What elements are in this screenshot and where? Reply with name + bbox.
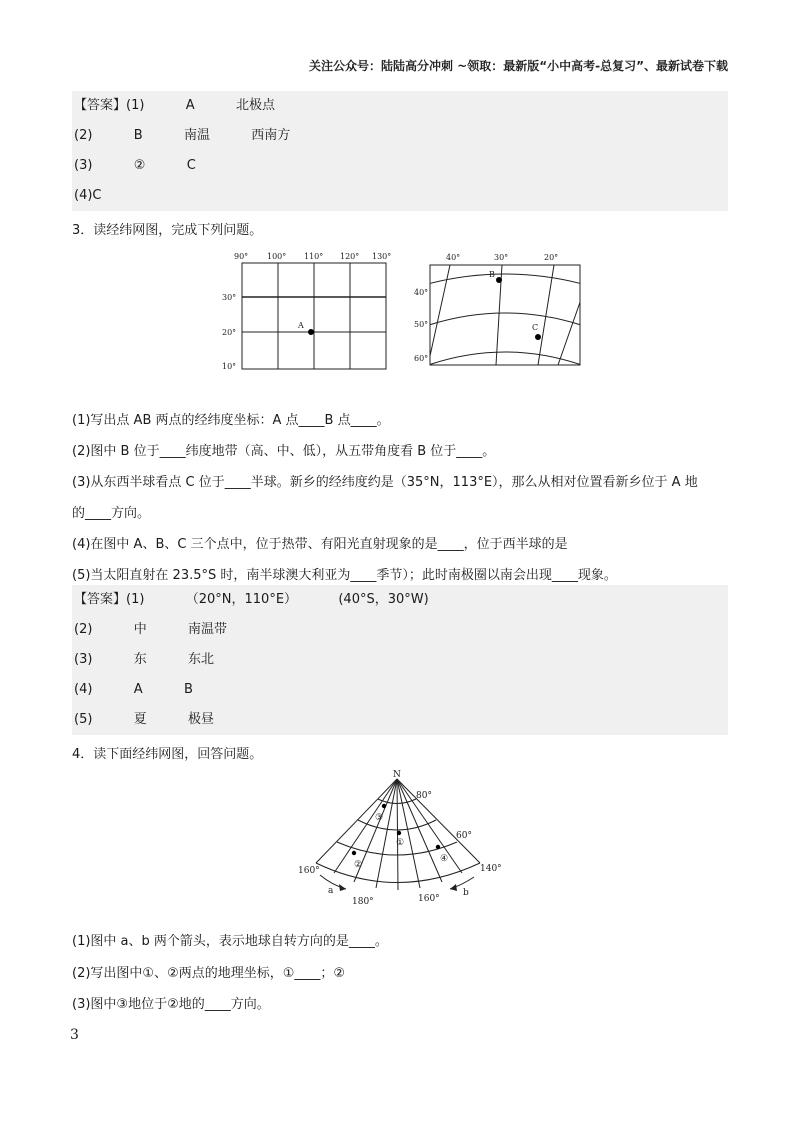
point-a xyxy=(308,329,314,335)
answer-row: 【答案】(1) A 北极点 xyxy=(74,98,275,113)
point-b xyxy=(496,277,502,283)
answer-row: (2) B 南温 西南方 xyxy=(74,128,291,143)
point-3 xyxy=(382,804,386,808)
point-label-c: C xyxy=(532,323,539,332)
question-3-2: (2)图中 B 位于____纬度地带（高、中、低），从五带角度看 B 位于____。 xyxy=(72,444,496,459)
question-3-1: (1)写出点 AB 两点的经纬度坐标：A 点____B 点____。 xyxy=(72,413,390,428)
lon-label: 90° xyxy=(234,252,249,261)
lon-label: 130° xyxy=(372,252,392,261)
page-header: 关注公众号：陆陆高分冲刺 ~领取：最新版“小中高考-总复习”、最新试卷下载 xyxy=(309,59,728,73)
point-label-4: ④ xyxy=(440,854,449,864)
lon-label: 160° xyxy=(298,866,320,876)
question-3-5: (5)当太阳直射在 23.5°S 时，南半球澳大利亚为____季节）；此时南极圈以南会出现____现象。 xyxy=(72,568,617,583)
question-4-3: (3)图中③地位于②地的____方向。 xyxy=(72,997,270,1012)
lon-label: 120° xyxy=(340,252,360,261)
point-label-1: ① xyxy=(396,838,405,848)
lon-label: 100° xyxy=(267,252,287,261)
lat-label: 20° xyxy=(222,328,237,337)
point-4 xyxy=(436,845,440,849)
answer-row: (3) ② C xyxy=(74,158,196,173)
question-4-title: 4．读下面经纬网图，回答问题。 xyxy=(72,747,263,762)
answer-block-1 xyxy=(72,91,728,211)
answer-row: (5) 夏 极昼 xyxy=(74,712,215,727)
point-label-3: ③ xyxy=(375,813,384,823)
point-label-2: ② xyxy=(354,860,363,870)
arrow-label-a: a xyxy=(328,886,334,896)
point-label-a: A xyxy=(298,321,304,330)
lon-label: 180° xyxy=(352,897,374,907)
answer-row: (4) A B xyxy=(74,682,193,697)
point-label-b: B xyxy=(489,270,495,279)
page-number: 3 xyxy=(70,1027,79,1043)
arrow-label-b: b xyxy=(463,888,469,898)
answer-block-2 xyxy=(72,585,728,735)
point-2 xyxy=(352,851,356,855)
answer-row: (3) 东 东北 xyxy=(74,652,215,667)
question-4-1: (1)图中 a、b 两个箭头，表示地球自转方向的是____。 xyxy=(72,934,388,949)
lon-label: 160° xyxy=(418,894,440,904)
question-4-2: (2)写出图中①、②两点的地理坐标，①____；② xyxy=(72,966,346,981)
lat-label: 40° xyxy=(414,288,429,297)
lon-label: 140° xyxy=(480,864,502,874)
lat-label: 10° xyxy=(222,362,237,371)
pole-label: N xyxy=(393,770,401,780)
question-3-3-cont: 的____方向。 xyxy=(72,506,151,521)
polar-graticule-figure xyxy=(290,765,510,915)
question-3-4: (4)在图中 A、B、C 三个点中，位于热带、有阳光直射现象的是____，位于西半球的是 xyxy=(72,537,568,552)
lat-label: 60° xyxy=(414,354,429,363)
answer-row: (2) 中 南温带 xyxy=(74,622,228,637)
lat-label: 60° xyxy=(456,831,472,841)
point-c xyxy=(535,334,541,340)
lat-label: 80° xyxy=(416,791,432,801)
graticule-figure-2 xyxy=(410,248,590,378)
lat-label: 30° xyxy=(222,293,237,302)
lon-label: 110° xyxy=(304,252,324,261)
lat-label: 50° xyxy=(414,320,429,329)
lon-label: 20° xyxy=(544,253,559,262)
question-3-title: 3．读经纬网图，完成下列问题。 xyxy=(72,223,263,238)
answer-row: 【答案】(1) （20°N，110°E） (40°S，30°W) xyxy=(74,592,429,607)
graticule-figure-1 xyxy=(222,248,392,378)
lon-label: 40° xyxy=(446,253,461,262)
answer-row: (4)C xyxy=(74,188,102,203)
lon-label: 30° xyxy=(494,253,509,262)
question-3-3: (3)从东西半球看点 C 位于____半球。新乡的经纬度约是（35°N，113°E），那么从相对位置看新乡位于 A 地 xyxy=(72,475,698,490)
point-1 xyxy=(397,831,401,835)
